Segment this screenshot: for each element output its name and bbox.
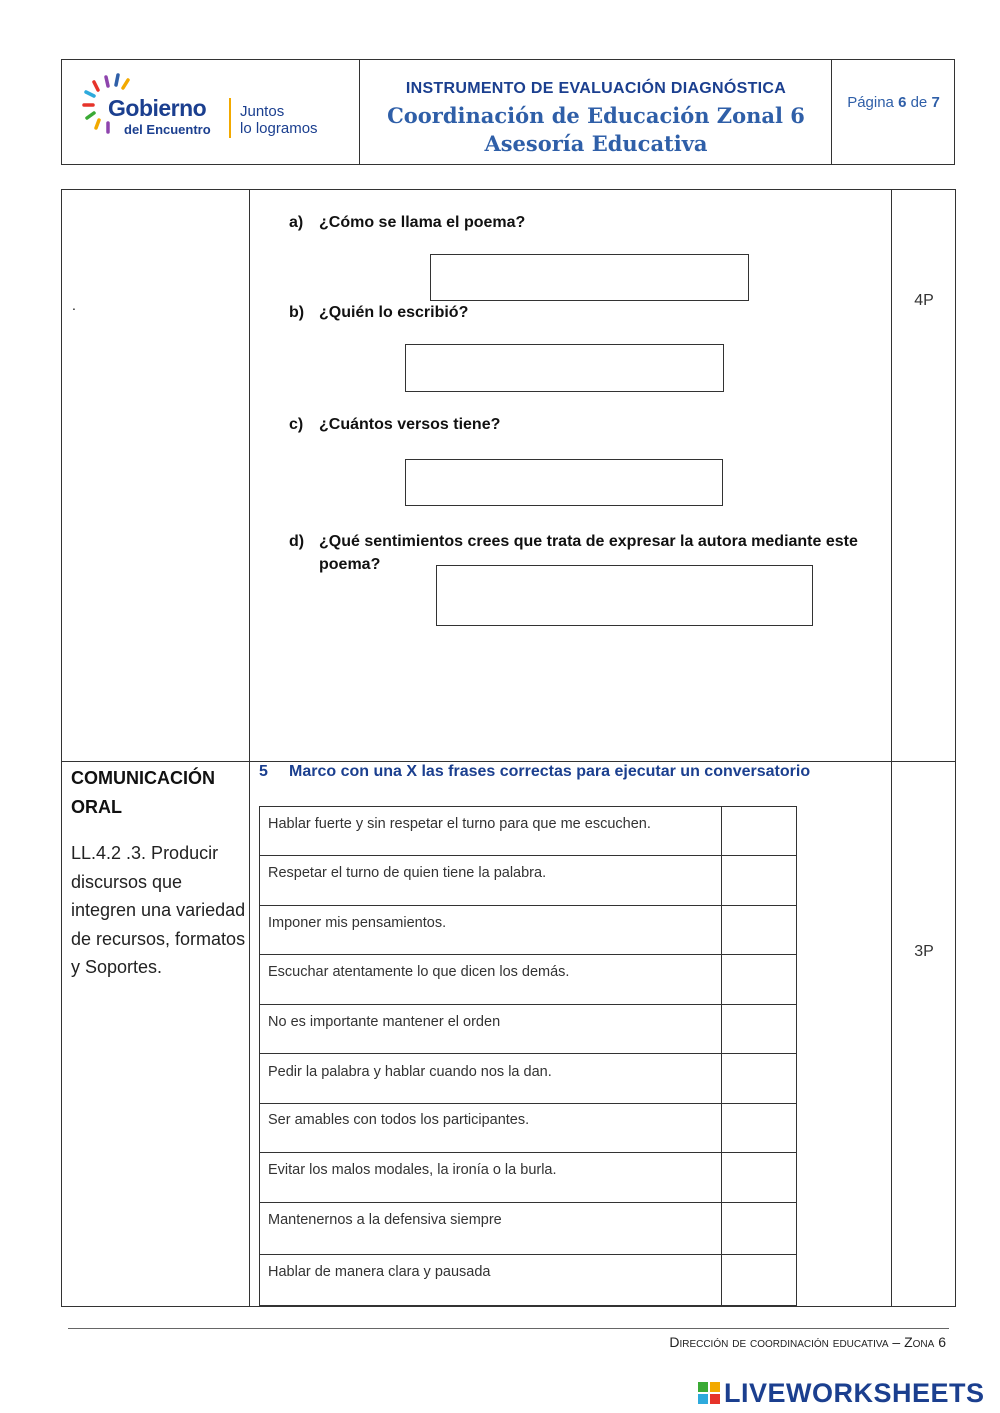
phrase-text: Hablar de manera clara y pausada xyxy=(268,1264,491,1280)
phrases-row-divider xyxy=(259,1004,797,1005)
question-b xyxy=(289,304,468,322)
phrases-row-divider xyxy=(259,1202,797,1203)
page-current: 6 xyxy=(898,94,907,111)
phrase-text: Ser amables con todos los participantes. xyxy=(268,1112,530,1128)
phrases-table xyxy=(259,806,797,1306)
table-column-divider xyxy=(891,189,892,1307)
left-cell-text: . xyxy=(72,297,76,313)
page-of: de xyxy=(910,94,928,111)
document-subtitle-2: Asesoría Educativa xyxy=(484,131,708,156)
table-column-divider xyxy=(249,189,250,1307)
checkbox-cell[interactable] xyxy=(722,906,796,953)
section-title: COMUNICACIÓN ORAL xyxy=(71,768,215,817)
question-text: ¿Qué sentimientos crees que trata de expresar la autora mediante este poema? xyxy=(319,533,858,573)
question-text: Marco con una X las frases correctas para ejecutar un conversatorio xyxy=(289,763,811,780)
document-subtitle: Coordinación de Educación Zonal 6 xyxy=(387,103,805,128)
answer-box-c[interactable] xyxy=(405,459,723,506)
slogan-line-2: lo logramos xyxy=(240,120,318,137)
table-row-divider xyxy=(61,761,956,762)
phrase-text: Pedir la palabra y hablar cuando nos la dan. xyxy=(268,1064,552,1080)
question-text: ¿Cuántos versos tiene? xyxy=(319,416,501,433)
checkbox-cell[interactable] xyxy=(722,955,796,1003)
phrases-row-divider xyxy=(259,1152,797,1153)
skill-description: LL.4.2 .3. Producir discursos que integren una variedad de recursos, formatos y Soportes. xyxy=(71,843,246,978)
answer-box-b[interactable] xyxy=(405,344,724,392)
phrases-row-divider xyxy=(259,905,797,906)
phrase-text: Mantenernos a la defensiva siempre xyxy=(268,1212,502,1228)
liveworksheets-logo-icon xyxy=(698,1382,720,1404)
document-title: INSTRUMENTO DE EVALUACIÓN DIAGNÓSTICA xyxy=(405,80,787,97)
logo-divider xyxy=(229,98,231,138)
question-number: 5 xyxy=(259,763,268,780)
checkbox-cell[interactable] xyxy=(722,1005,796,1052)
page-prefix: Página xyxy=(847,94,894,111)
answer-box-d[interactable] xyxy=(436,565,813,626)
logo-text: Gobierno xyxy=(108,95,207,121)
phrases-row-divider xyxy=(259,1254,797,1255)
phrase-text: Respetar el turno de quien tiene la palabra. xyxy=(268,865,547,881)
phrase-text: Evitar los malos modales, la ironía o la burla. xyxy=(268,1162,557,1178)
question-text: ¿Quién lo escribió? xyxy=(319,304,469,321)
answer-box-a[interactable] xyxy=(430,254,749,301)
question-label: a) xyxy=(289,214,304,231)
phrase-text: Escuchar atentamente lo que dicen los demás. xyxy=(268,964,570,980)
page-number xyxy=(832,94,955,111)
phrases-row-divider xyxy=(259,1103,797,1104)
phrases-row-divider xyxy=(259,1053,797,1054)
checkbox-cell[interactable] xyxy=(722,1203,796,1253)
points-value: 4P xyxy=(914,292,934,309)
watermark-text: LIVEWORKSHEETS xyxy=(724,1378,985,1408)
phrase-text: Hablar fuerte y sin respetar el turno para que me escuchen. xyxy=(268,816,651,832)
slogan-line-1: Juntos xyxy=(240,103,285,120)
question-label: c) xyxy=(289,416,304,433)
question-c xyxy=(289,416,500,434)
checkbox-cell[interactable] xyxy=(722,1054,796,1102)
footer-divider xyxy=(68,1328,949,1329)
logo-subtext: del Encuentro xyxy=(124,122,211,137)
checkbox-cell[interactable] xyxy=(722,856,796,904)
question-5 xyxy=(259,763,810,781)
phrases-row-divider xyxy=(259,855,797,856)
question-text: ¿Cómo se llama el poema? xyxy=(319,214,526,231)
checkbox-cell[interactable] xyxy=(722,1153,796,1201)
footer-text: Dirección de coordinación educativa – Zona 6 xyxy=(669,1334,946,1347)
checkbox-cell[interactable] xyxy=(722,1104,796,1151)
points-value: 3P xyxy=(914,943,934,960)
question-a xyxy=(289,214,525,232)
phrase-text: Imponer mis pensamientos. xyxy=(268,915,447,931)
phrase-text: No es importante mantener el orden xyxy=(268,1014,501,1030)
page-total: 7 xyxy=(931,94,940,111)
phrases-row-divider xyxy=(259,954,797,955)
checkbox-cell[interactable] xyxy=(722,1255,796,1305)
checkbox-cell[interactable] xyxy=(722,807,796,854)
question-label: d) xyxy=(289,533,305,550)
question-label: b) xyxy=(289,304,305,321)
